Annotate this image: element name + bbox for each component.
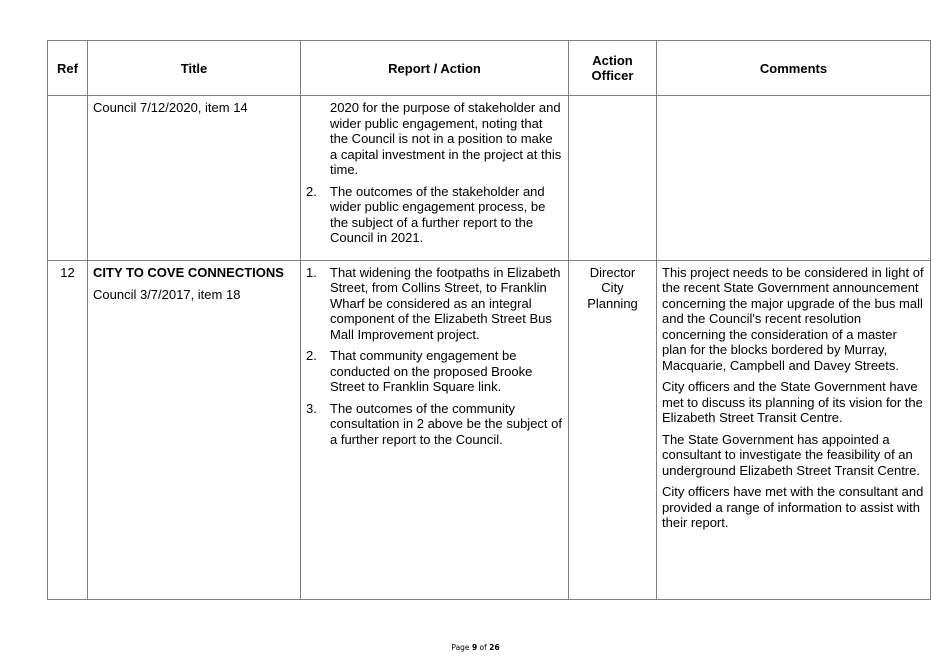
list-item-number: 2.	[306, 348, 317, 363]
row1-comments	[657, 96, 931, 261]
footer-page-total: 26	[489, 643, 500, 652]
row1-title-sub: Council 7/12/2020, item 14	[93, 100, 248, 115]
header-ref: Ref	[48, 41, 88, 96]
row2-report	[301, 260, 569, 599]
comment-paragraph: The State Government has appointed a consultant to investigate the feasibility of an underground Elizabeth Street Transit Centre.	[662, 431, 920, 478]
list-item-text: The outcomes of the stakeholder and wider public engagement process, be the subject of a further report to the Council in 2021.	[330, 183, 546, 245]
row2-title-main: CITY TO COVE CONNECTIONS	[93, 264, 284, 280]
list-item-number: 1.	[306, 264, 317, 280]
table-header-row	[48, 41, 931, 96]
action-table	[47, 40, 931, 600]
row2-officer-line2: City	[601, 280, 624, 295]
table-row	[48, 96, 931, 261]
row2-officer-line1: Director	[589, 264, 636, 280]
header-action-officer	[569, 41, 657, 96]
row1-report	[301, 96, 569, 261]
list-item-number: 2.	[306, 183, 317, 199]
header-officer-line1: Action	[592, 53, 633, 68]
row2-title-sub: Council 3/7/2017, item 18	[93, 287, 241, 302]
list-item-text: That widening the footpaths in Elizabeth Street, from Collins Street, to Franklin Wharf be considered as an integral component of the Elizabeth Street Bus Mall Improvement project.	[330, 264, 561, 342]
comment-paragraph: City officers and the State Government have met to discuss its planning of its vision for the Elizabeth Street Transit Centre.	[662, 379, 923, 425]
list-item	[306, 401, 563, 448]
row2-title	[88, 260, 301, 599]
table-row	[48, 260, 931, 599]
header-officer-line2: Officer	[591, 68, 634, 83]
comment-paragraph: City officers have met with the consultant and provided a range of information to assist with their report.	[662, 484, 924, 530]
row2-comments	[657, 260, 931, 599]
footer-prefix: Page	[451, 643, 472, 652]
row1-officer	[569, 96, 657, 261]
row1-ref	[48, 96, 88, 261]
list-item	[306, 348, 563, 395]
list-item	[306, 184, 563, 246]
footer-of: of	[477, 643, 490, 652]
page-footer	[0, 643, 951, 652]
row2-officer-line3: Planning	[587, 295, 638, 311]
footer-page-number: 9	[471, 643, 478, 652]
list-item-number: 3.	[306, 400, 317, 416]
row2-ref: 12	[48, 260, 88, 599]
row2-officer	[569, 260, 657, 599]
header-title: Title	[88, 41, 301, 96]
list-item	[306, 265, 563, 343]
comment-paragraph: This project needs to be considered in light of the recent State Government announcement concerning the major upgrade of the bus mall and the Council's recent resolution concerning the consideration of a master plan for the blocks bordered by Murray, Macquarie, Campbell and Davey Streets.	[662, 264, 924, 373]
list-item-text: That community engagement be conducted on the proposed Brooke Street to Franklin Square link.	[330, 348, 533, 394]
header-report-action: Report / Action	[301, 41, 569, 96]
row1-title	[88, 96, 301, 261]
header-comments: Comments	[657, 41, 931, 96]
row1-continuation: 2020 for the purpose of stakeholder and wider public engagement, noting that the Council is not in a position to make a capital investment in the project at this time.	[330, 100, 562, 177]
list-item-text: The outcomes of the community consultation in 2 above be the subject of a further report to the Council.	[330, 400, 562, 447]
